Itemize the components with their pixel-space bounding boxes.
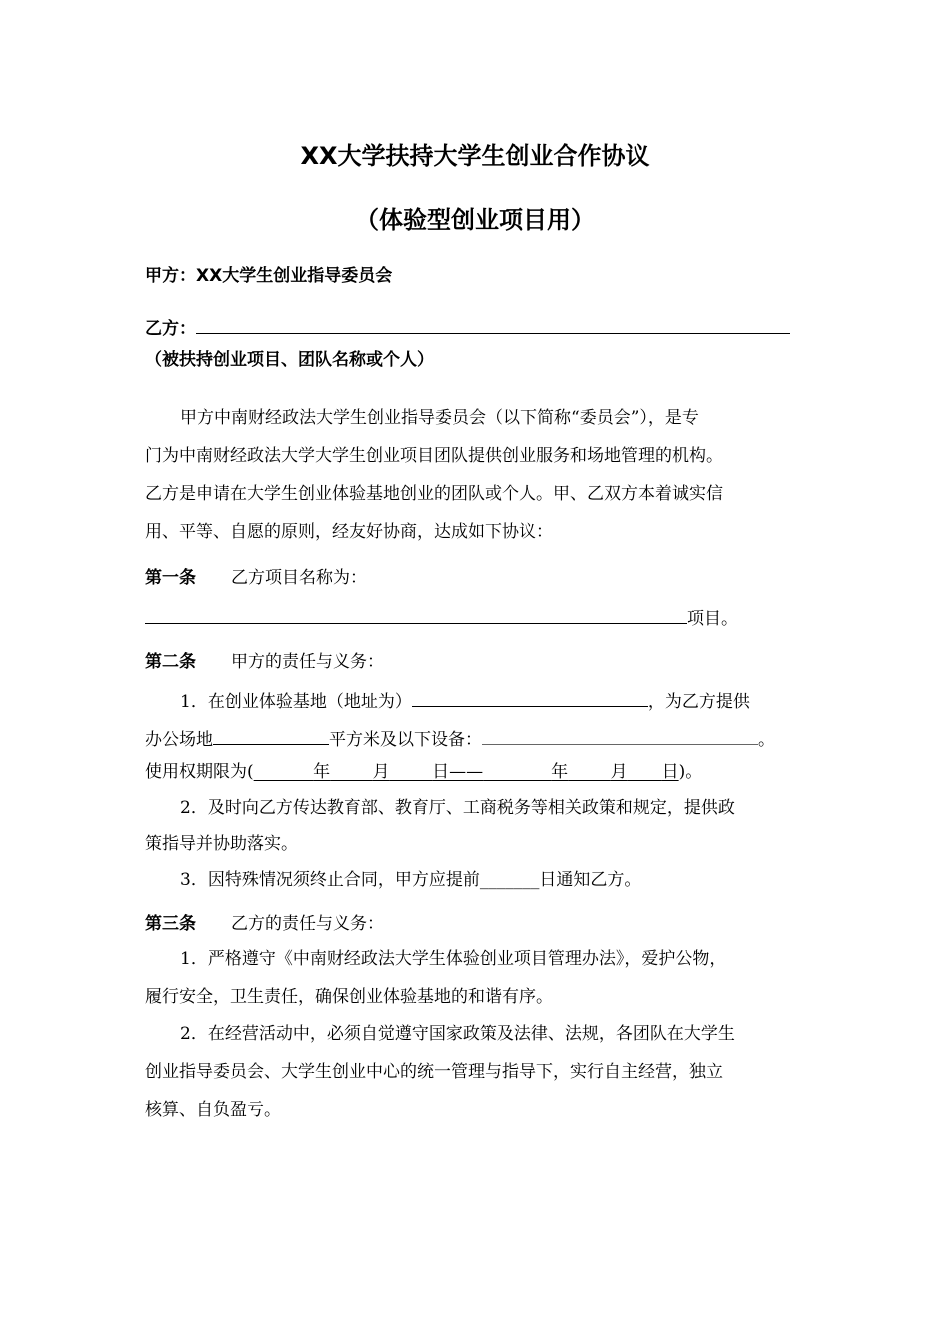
usage-term-line (145, 760, 702, 784)
intro-line-2: 门为中南财经政法大学大学生创业项目团队提供创业服务和场地管理的机构。 (145, 446, 723, 466)
term-suffix: )。 (678, 762, 703, 782)
term-month-1: 月 (372, 762, 390, 782)
document-subtitle: （体验型创业项目用） (355, 206, 595, 234)
article-2-item-1-line-1 (180, 686, 750, 714)
party-b-blank[interactable] (196, 313, 790, 334)
article-2-item-1-line-2 (145, 724, 775, 752)
equipment-label: 平方米及以下设备： (329, 730, 482, 750)
article-3-item-2-line-3: 核算、自负盈亏。 (145, 1100, 281, 1120)
area-blank[interactable] (213, 724, 329, 745)
article-2-heading (145, 650, 384, 674)
article-1-project-line (145, 603, 738, 631)
project-name-blank[interactable] (145, 603, 687, 624)
intro-line-3: 乙方是申请在大学生创业体验基地创业的团队或个人。甲、乙双方本着诚实信 (145, 484, 723, 504)
article-3-item-1-line-2: 履行安全，卫生责任，确保创业体验基地的和谐有序。 (145, 987, 553, 1007)
article-2-item-2-line-2: 策指导并协助落实。 (145, 834, 298, 854)
article-1-text: 乙方项目名称为： (231, 568, 367, 588)
party-b-note: （被扶持创业项目、团队名称或个人） (145, 350, 434, 370)
party-b-line (145, 313, 790, 341)
item-1-end-punct: 。 (758, 730, 775, 750)
article-3-item-1-line-1: 1．严格遵守《中南财经政法大学生体验创业项目管理办法》，爱护公物， (180, 949, 727, 969)
article-3-item-2-line-2: 创业指导委员会、大学生创业中心的统一管理与指导下，实行自主经营，独立 (145, 1062, 723, 1082)
article-3-item-2-line-1: 2．在经营活动中，必须自觉遵守国家政策及法律、法规，各团队在大学生 (180, 1024, 735, 1044)
article-3-text: 乙方的责任与义务： (231, 914, 384, 934)
party-b-label: 乙方： (145, 319, 196, 339)
article-3-label: 第三条 (145, 914, 196, 934)
term-dates[interactable] (254, 762, 679, 782)
article-1-label: 第一条 (145, 568, 196, 588)
document-title: XX大学扶持大学生创业合作协议 (300, 142, 650, 170)
office-space-label: 办公场地 (145, 730, 213, 750)
term-year-1: 年 (313, 762, 331, 782)
item-1-address-label: 1．在创业体验基地（地址为） (180, 692, 412, 712)
party-a-line: 甲方：XX大学生创业指导委员会 (145, 266, 393, 286)
article-2-item-2-line-1: 2．及时向乙方传达教育部、教育厅、工商税务等相关政策和规定，提供政 (180, 798, 735, 818)
term-month-2: 月 (610, 762, 628, 782)
article-1-suffix: 项目。 (687, 609, 738, 629)
article-2-text: 甲方的责任与义务： (231, 652, 384, 672)
intro-line-4: 用、平等、自愿的原则，经友好协商，达成如下协议： (145, 522, 553, 542)
article-2-item-3: 3．因特殊情况须终止合同，甲方应提前_______日通知乙方。 (180, 870, 642, 890)
article-2-label: 第二条 (145, 652, 196, 672)
address-blank[interactable] (412, 686, 648, 707)
article-3-heading (145, 912, 384, 936)
term-day-2: 日 (661, 762, 679, 782)
article-1-heading (145, 566, 367, 590)
equipment-blank[interactable] (482, 724, 758, 745)
term-prefix: 使用权期限为( (145, 762, 254, 782)
item-1-provide-text: ，为乙方提供 (647, 692, 750, 712)
intro-line-1: 甲方中南财经政法大学生创业指导委员会（以下简称“委员会”），是专 (180, 408, 699, 428)
term-year-2: 年 (551, 762, 569, 782)
term-day-1: 日—— (432, 762, 484, 782)
